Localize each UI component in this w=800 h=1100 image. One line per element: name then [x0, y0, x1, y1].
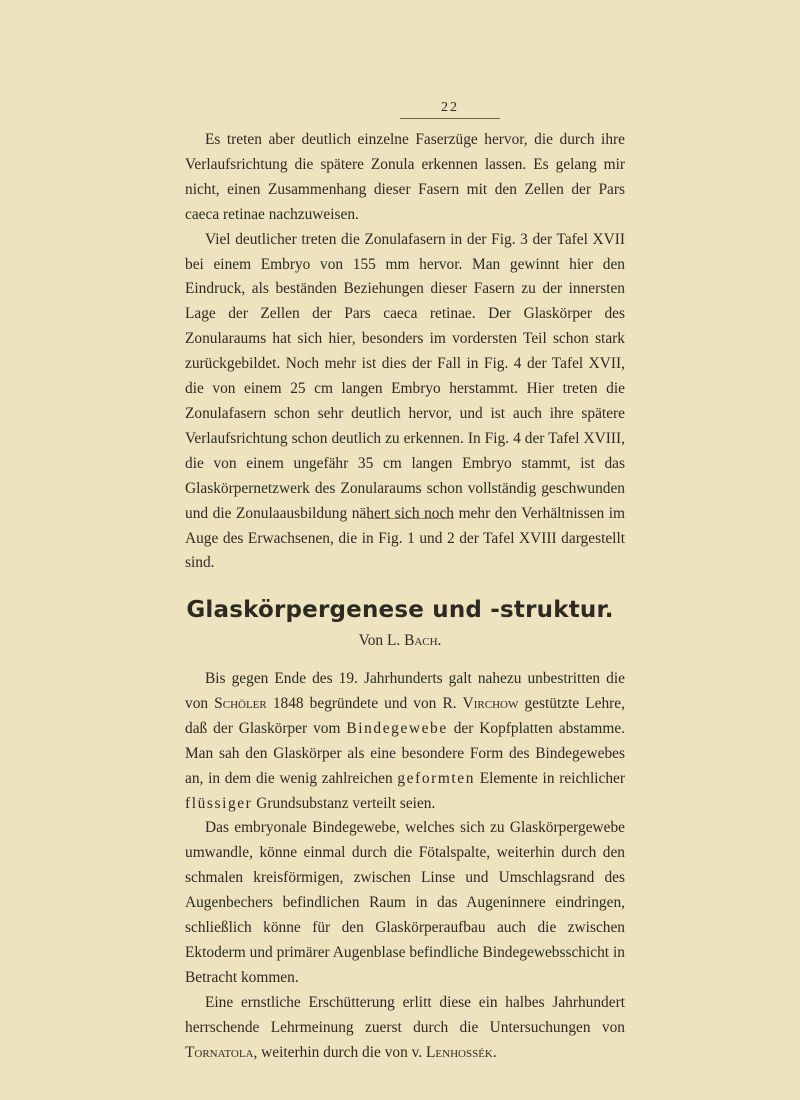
text-run: 1848 begründete und von R.	[266, 694, 463, 712]
paragraph: Es treten aber deutlich einzelne Faserzüge hervor, die durch ihre Verlaufsrichtung die spätere Zonula erkennen lassen. Es gelang mir nicht, einen Zusammenhang dieser Fasern mit den Zellen der Pars caeca retinae nachzuweisen.	[185, 131, 625, 223]
emphasized-term: flüssiger	[185, 794, 253, 812]
text-run: Bis gegen Ende des 19. Jahrhunderts galt nahezu unbestritten die von	[185, 670, 625, 712]
text-run: .	[492, 1043, 497, 1061]
section-divider	[368, 518, 454, 519]
continued-text	[185, 128, 625, 576]
person-name: Schöler	[214, 694, 267, 712]
article-title: Glaskörpergenese und -struktur.	[186, 597, 614, 623]
author-name: Bach.	[404, 632, 442, 649]
paragraph	[185, 991, 625, 1066]
emphasized-term: Bindegewebe	[346, 719, 448, 737]
article-author	[0, 629, 800, 653]
text-run: Eine ernstliche Erschütterung erlitt diese ein halbes Jahrhundert herrschende Lehrmeinung zuerst durch die Untersuchungen von	[185, 993, 625, 1036]
paragraph: Viel deutlicher treten die Zonulafasern in der Fig. 3 der Tafel XVII bei einem Embryo von 155 mm hervor. Man gewinnt hier den Eindruck, als beständen Beziehungen dieser Fasern zu der innersten Lage der Zellen der Pars caeca retinae. Der Glaskörper des Zonularaums hat sich hier, besonders im vordersten Teil schon stark zurückgebildet. Noch mehr ist dies der Fall in Fig. 4 der Tafel XVII, die von einem 25 cm langen Embryo herstammt. Hier treten die Zonulafasern schon sehr deutlich hervor, und ist auch ihre spätere Verlaufsrichtung schon deutlich zu erkennen. In Fig. 4 der Tafel XVIII, die von einem ungefähr 35 cm langen Embryo stammt, ist das Glaskörpernetzwerk des Zonularaums schon vollständig geschwunden und die Zonulaausbildung nähert sich noch mehr den Verhältnissen im Auge des Erwachsenen, die in Fig. 1 und 2 der Tafel XVIII dargestellt sind.	[185, 230, 625, 572]
author-prefix: Von L.	[358, 632, 405, 649]
text-run: gestützte Lehre, daß der Glaskörper vom	[185, 694, 625, 737]
paragraph	[185, 667, 625, 816]
page-number: 22	[400, 101, 500, 119]
person-name: Lenhossék	[426, 1043, 493, 1061]
person-name: Virchow	[462, 694, 519, 712]
emphasized-term: geformten	[397, 769, 476, 787]
text-run: der Kopfplatten abstamme. Man sah den Glaskörper als eine besondere Form des Bindegewebes an, in dem die wenig zahlreichen	[185, 719, 625, 787]
text-run: Grundsubstanz verteilt seien.	[252, 794, 436, 812]
text-run: Elemente in reichlicher	[475, 769, 626, 787]
paragraph: Das embryonale Bindegewebe, welches sich zu Glaskörpergewebe umwandle, könne einmal durch die Fötalspalte, weiterhin durch den schmalen kreisförmigen, zwischen Linse und Umschlagsrand des Augenbechers befindlichen Raum in das Augeninnere eindringen, schließlich könne für den Glaskörperaufbau auch die zwischen Ektoderm und primärer Augenblase befindliche Bindegewebsschicht in Betracht kommen.	[185, 819, 625, 986]
article-body	[185, 667, 625, 1066]
text-run: , weiterhin durch die von v.	[253, 1043, 427, 1061]
person-name: Tornatola	[185, 1043, 254, 1061]
